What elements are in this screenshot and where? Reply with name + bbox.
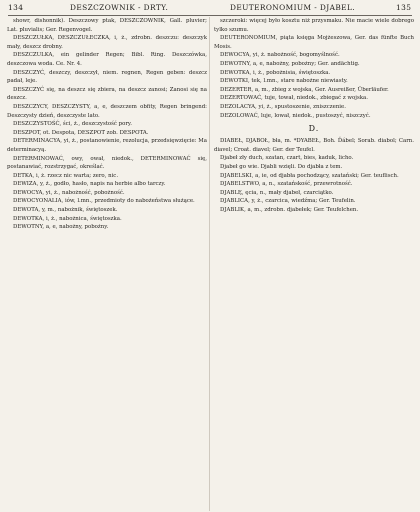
left-column bbox=[7, 17, 207, 511]
dictionary-entry: DESZCZYSTOŚĆ, ści, ż., deszczystość pory. bbox=[13, 121, 132, 128]
running-title-right: DEUTERONOMIUM - DJABEL. bbox=[230, 3, 356, 12]
page-number-left: 134 bbox=[8, 3, 24, 12]
dictionary-entry: Djabeł go wie. Djabli wzięli. Do djabła z tem. bbox=[220, 163, 343, 170]
dictionary-entry: DETKA, i, ż. rzecz nic warta; zero, nic. bbox=[13, 172, 119, 179]
dictionary-entry: DEWOTKA, i, ż., nabożnica, świętoszka. bbox=[13, 215, 122, 222]
dictionary-entry: DEWOCYA, yi, ż. nabożność, bogomyślność. bbox=[220, 52, 340, 59]
dictionary-entry: DESZCZULKA, ein gelinder Regen; Bibl. Ring. Deszczówka, deszczowa woda. Ce. Nr. 4. bbox=[7, 52, 207, 67]
dictionary-entry: DJABELSTWO, a, n., szatańskość, przewrotność. bbox=[220, 181, 353, 188]
dictionary-entry: DESZCZUŁKA, DESZCZUŁECZKA, i, ż., zdrobn. deszczu: deszczyk mały, deszcz drobny. bbox=[7, 35, 207, 50]
dictionary-entry: DEWOTNY, a, e, nabożny, pobożny; Ger. andächtig. bbox=[220, 60, 360, 67]
dictionary-entry: DEZERTOWAĆ, tuje, tował, niedok., zbiegać z wojska. bbox=[220, 95, 368, 102]
dictionary-entry: DEWOTNY, a, e, nabożny, pobożny. bbox=[13, 224, 109, 231]
dictionary-entry: DEZOLOWAĆ, luje, lował, niedok., pustoszyć, niszczyć. bbox=[220, 112, 371, 119]
right-column bbox=[214, 17, 414, 511]
dictionary-entry: DJABLIK, a, m., zdrobn. djabełek; Ger. Teufelchen. bbox=[220, 206, 359, 213]
dictionary-entry: DESZPOT, ot. Despota, DESZPOT zob. DESPOTA. bbox=[13, 129, 149, 136]
dictionary-entry: Djabeł zły duch, szatan, czart, bies, kaduk, licho. bbox=[220, 155, 354, 162]
dictionary-entry: showr, dishonnik). Deszczowy ptak, DESZCZOWNIK, Gall. pluvier; Lat. pluvialis; Ger. Regenvogel. bbox=[7, 18, 207, 33]
dictionary-entry: DETERMINACYA, yi, ż., postanowienie, rezolucja, przedsięwzięcie: Ma determinacyą. bbox=[7, 138, 207, 153]
dictionary-entry: DEZOLACYA, yi, ż., spustoszenie, zniszczenie. bbox=[220, 103, 346, 110]
column-divider bbox=[209, 17, 210, 511]
dictionary-entry: DESZCZYĆ się, na deszcz się zbiera, na deszcz zanosi; Zanosi się na deszcz. bbox=[7, 86, 207, 102]
dictionary-entry: DJABELSKI, a, ie, od djabła pochodzący, szatański; Ger. teuflisch. bbox=[220, 172, 399, 179]
section-heading: D. bbox=[308, 124, 320, 134]
dictionary-entry: DEWOTKA, i, ż., pobożnisia, świętoszka. bbox=[220, 69, 331, 76]
running-title-left: DESZCZOWNIK - DRTY. bbox=[70, 3, 169, 12]
dictionary-entry: DESZCZYĆ, deszczy, deszczył, niem. regnen, Regen geben: deszcz padał, leje. bbox=[7, 69, 207, 85]
dictionary-entry: szczeroki: więcej było kosztu niż przysmaku. Nie macie wiele dobrego tylko szumu. bbox=[214, 18, 414, 33]
page-number-right: 135 bbox=[396, 3, 412, 12]
dictionary-entry: DEWOCYONALIA, iów, l.mn., przedmioty do nabożeństwa służące. bbox=[13, 198, 195, 205]
dictionary-entry: DETERMINOWAĆ, owy, ował, niedok., DETERMINOWAĆ się, postanawiać, rozstrzygać, określać. bbox=[7, 155, 207, 171]
dictionary-entry: DEWOCYA, yi, ż., nabożność, pobożność. bbox=[13, 189, 125, 196]
dictionary-entry: DIABEŁ, DJABOŁ, bła, m. *DYABEŁ, Boh. Ďábel; Sorab. diabol; Carn. diavel; Croat. diavel; Ger. der Teufel. bbox=[214, 138, 414, 153]
dictionary-entry: DEWIZA, y, ż., godło, hasło, napis na herbie albo tarczy. bbox=[13, 181, 166, 188]
dictionary-entry: DJABLICA, y, ż., czarcica, wiedźma; Ger. Teufelin. bbox=[220, 198, 356, 205]
dictionary-entry: DEZERTER, a, m., zbieg z wojska, Ger. Ausreißer, Überläufer. bbox=[220, 86, 389, 93]
dictionary-entry: DESZCZYCY, DESZCZYSTY, a, e, deszczem obfity, Regen bringend: Deszczysty dzień, deszczyste lato. bbox=[7, 103, 207, 119]
header-rule bbox=[8, 15, 412, 16]
dictionary-entry: DEWOTKI, tek, l.mn., stare nabożne niewiasty. bbox=[220, 78, 348, 85]
dictionary-entry: DJABLĘ, ęcia, n., mały djabeł, czarciątko. bbox=[220, 189, 334, 196]
dictionary-entry: DEWOTA, y, m., nabożnik, świętoszek. bbox=[13, 207, 118, 214]
dictionary-entry: DEUTERONOMIUM, piąta księga Mojżeszowa, Ger. das fünfte Buch Mosis. bbox=[214, 35, 414, 50]
page-header bbox=[0, 0, 420, 14]
